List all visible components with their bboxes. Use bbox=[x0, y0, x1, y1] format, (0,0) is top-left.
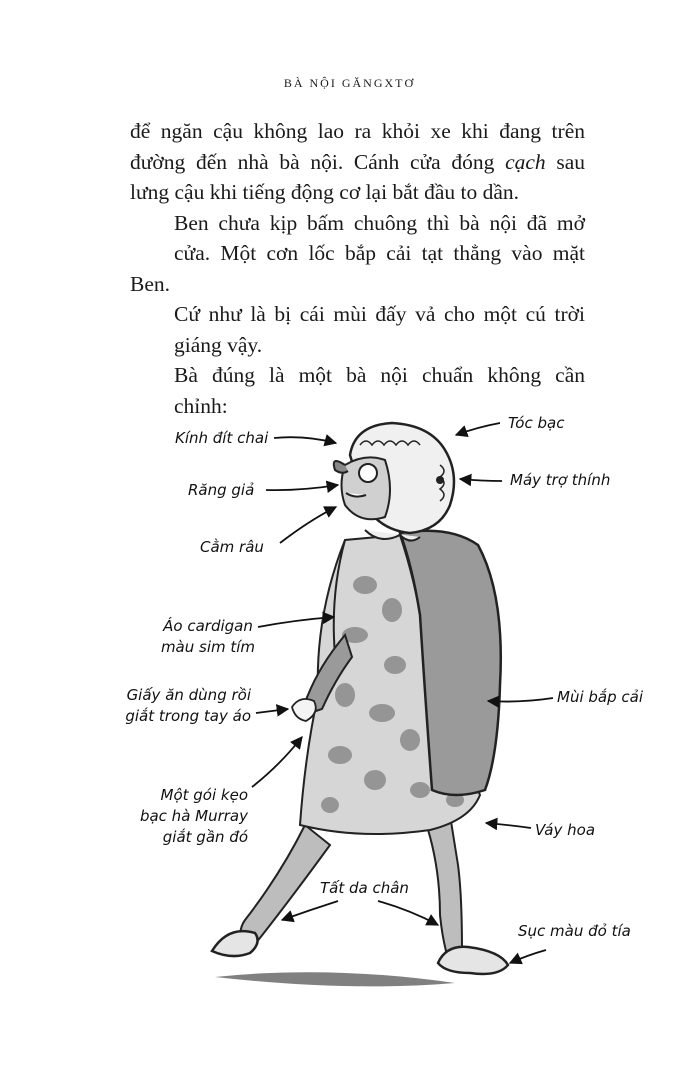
arrow-hearing-aid bbox=[460, 479, 502, 481]
text-line: Bà đúng là một bà nội chuẩn không cần bbox=[174, 363, 585, 387]
paragraph-2 bbox=[130, 208, 585, 361]
tissue bbox=[292, 699, 316, 721]
label-mints-line-2: bạc hà Murray bbox=[139, 807, 248, 825]
text-line bbox=[130, 147, 585, 178]
arrow-beard bbox=[280, 507, 336, 543]
label-tights: Tất da chân bbox=[320, 879, 409, 897]
label-tissue bbox=[96, 685, 251, 727]
label-slippers: Sục màu đỏ tía bbox=[518, 922, 631, 940]
arrow-teeth bbox=[266, 485, 338, 490]
label-dress: Váy hoa bbox=[535, 821, 596, 839]
label-tissue-line-2: giắt trong tay áo bbox=[125, 707, 251, 725]
label-cabbage: Mùi bắp cải bbox=[557, 688, 643, 706]
label-cardigan bbox=[158, 616, 258, 658]
grandma-illustration bbox=[0, 395, 699, 1015]
arrow-tights-right bbox=[378, 901, 438, 925]
label-beard: Cằm râu bbox=[200, 538, 264, 556]
label-hearing-aid: Máy trợ thính bbox=[510, 471, 611, 489]
left-slipper bbox=[212, 931, 258, 956]
arrow-hair bbox=[456, 423, 500, 435]
text-line: giáng vậy. bbox=[174, 332, 263, 357]
right-slipper bbox=[438, 947, 508, 974]
nose bbox=[334, 461, 348, 473]
text-line: Cứ như là bị cái mùi đấy vả cho một cú trời bbox=[174, 302, 585, 326]
text-line: Ben chưa kịp bấm chuông thì bà nội đã mở bbox=[174, 210, 585, 235]
glasses-lens bbox=[359, 464, 377, 482]
label-cardigan-line-2: màu sim tím bbox=[160, 638, 256, 656]
paragraph-1 bbox=[130, 116, 585, 208]
arrow-tissue bbox=[256, 709, 288, 713]
label-hair: Tóc bạc bbox=[508, 414, 565, 432]
label-glasses: Kính đít chai bbox=[175, 429, 269, 447]
text-line: cửa. Một cơn lốc bắp cải tạt thẳng vào mặt Ben. bbox=[130, 241, 585, 296]
body-text bbox=[130, 116, 585, 421]
label-mints-line-1: Một gói kẹo bbox=[160, 786, 248, 804]
arrow-tights-left bbox=[282, 901, 338, 920]
text-line: lưng cậu khi tiếng động cơ lại bắt đầu to dần. bbox=[130, 180, 520, 204]
running-title: BÀ NỘI GĂNGXTƠ bbox=[283, 76, 416, 90]
text-line: để ngăn cậu không lao ra khỏi xe khi đang trên bbox=[130, 119, 585, 143]
ground-shadow bbox=[215, 972, 455, 986]
text-span: sau bbox=[545, 149, 585, 174]
label-cardigan-line-1: Áo cardigan bbox=[163, 617, 253, 635]
label-mints bbox=[120, 785, 248, 848]
left-leg bbox=[241, 825, 330, 943]
right-leg bbox=[425, 815, 462, 951]
arrow-mints bbox=[252, 737, 302, 787]
text-line: chỉnh: bbox=[174, 393, 228, 418]
text-span: đường đến nhà bà nội. Cánh cửa đóng bbox=[130, 149, 495, 174]
emphasis-word: cạch bbox=[505, 149, 546, 174]
label-tissue-line-1: Giấy ăn dùng rồi bbox=[126, 686, 251, 704]
arrow-dress bbox=[486, 823, 531, 828]
hearing-aid bbox=[436, 476, 444, 484]
arrow-slippers bbox=[510, 950, 546, 963]
label-teeth: Răng giả bbox=[188, 481, 255, 499]
label-mints-line-3: giắt gần đó bbox=[162, 828, 248, 846]
arrow-glasses bbox=[274, 437, 336, 443]
